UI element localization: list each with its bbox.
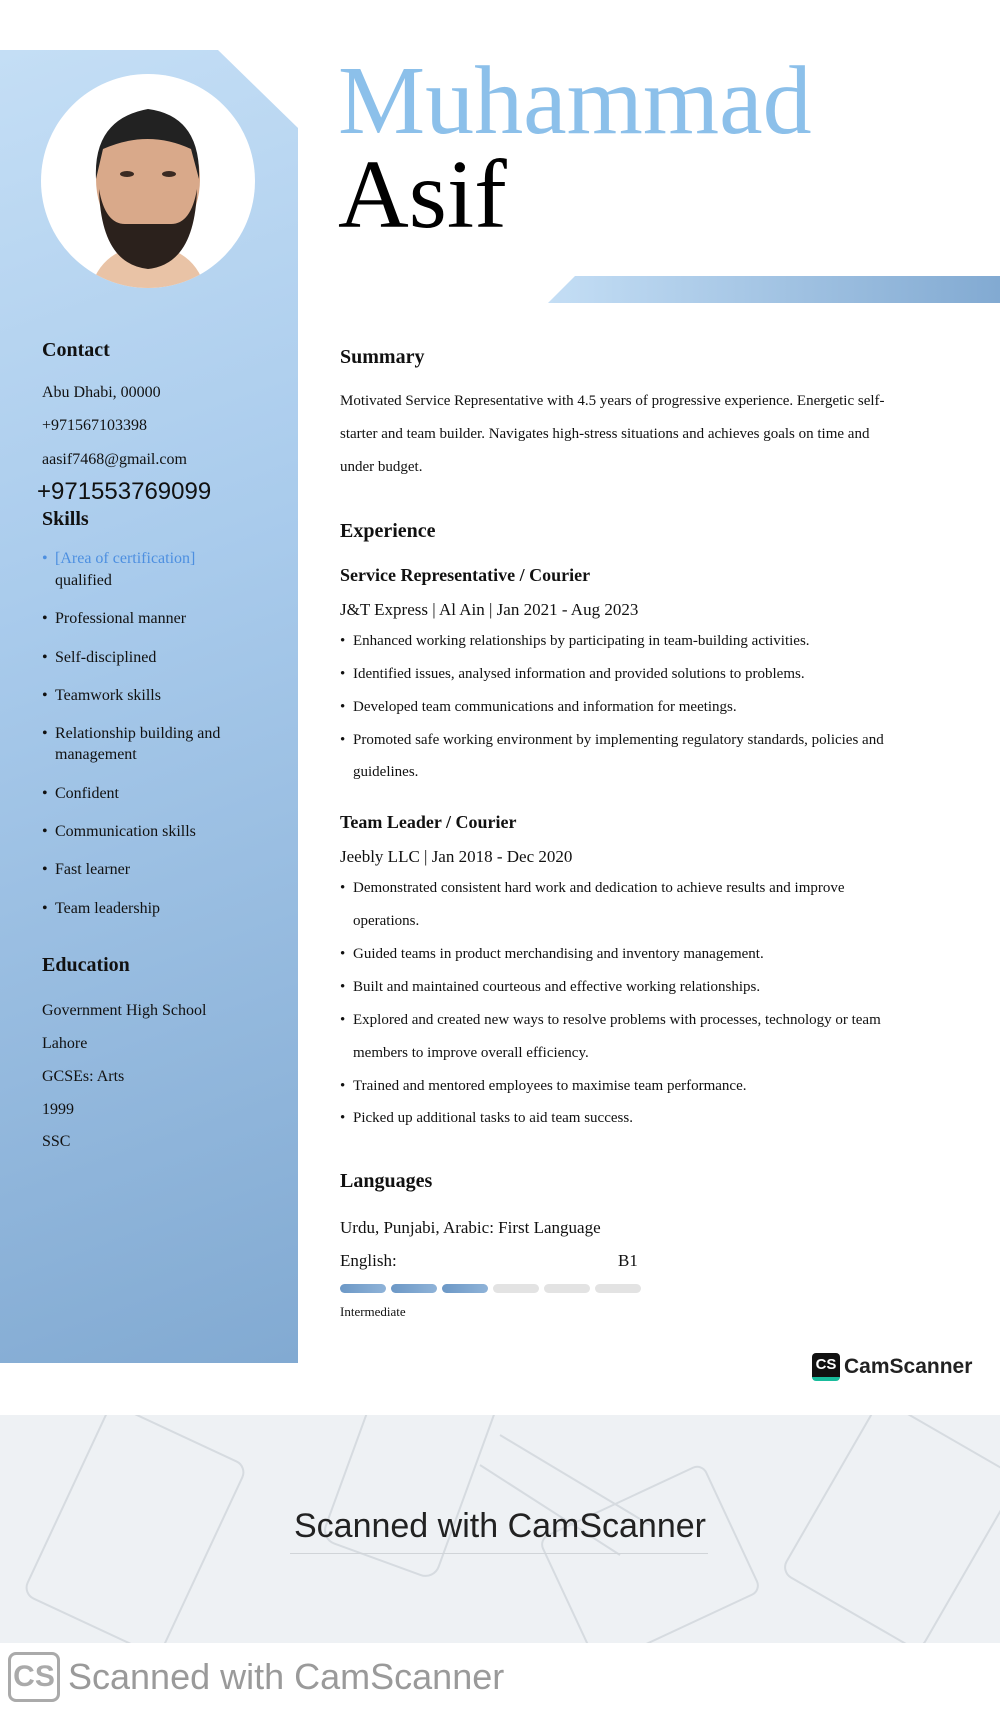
contact-email[interactable]: aasif7468@gmail.com <box>42 451 187 468</box>
skill-item: • Self-disciplined <box>55 649 156 667</box>
job-bullet: • Developed team communications and information for meetings. <box>353 699 737 716</box>
proficiency-segment-empty <box>493 1284 539 1293</box>
skill-item: • Teamwork skills <box>55 687 161 705</box>
job-bullet: • Explored and created new ways to resolve problems with processes, technology or team <box>353 1012 881 1029</box>
proficiency-segment-filled <box>340 1284 386 1293</box>
job-title: Service Representative / Courier <box>340 565 591 585</box>
skill-item: • Fast learner <box>55 861 130 879</box>
job-bullet: • Trained and mentored employees to maximise team performance. <box>353 1078 747 1095</box>
proficiency-segment-filled <box>442 1284 488 1293</box>
first-name: Muhammad <box>338 47 812 155</box>
job-bullet: • Picked up additional tasks to aid team success. <box>353 1110 633 1127</box>
proficiency-segment-empty <box>544 1284 590 1293</box>
summary-line: under budget. <box>340 459 423 475</box>
job-meta: Jeebly LLC | Jan 2018 - Dec 2020 <box>340 847 573 866</box>
job-bullet: • Demonstrated consistent hard work and dedication to achieve results and improve <box>353 880 845 897</box>
last-name: Asif <box>338 141 507 249</box>
camscanner-badge-icon: CS <box>812 1353 840 1381</box>
skill-item: • Confident <box>55 785 119 803</box>
camscanner-logo <box>812 1353 972 1381</box>
job-title: Team Leader / Courier <box>340 812 517 832</box>
job-bullet: • Built and maintained courteous and effective working relationships. <box>353 979 760 996</box>
camscanner-banner <box>0 1415 1000 1643</box>
education-heading: Education <box>42 954 130 976</box>
skill-item: • Professional manner <box>55 610 186 628</box>
contact-phone-2[interactable]: +971553769099 <box>37 478 212 505</box>
job-bullet-cont: operations. <box>353 913 420 929</box>
skill-item: • Team leadership <box>55 900 160 918</box>
job-bullet: • Enhanced working relationships by participating in team-building activities. <box>353 633 810 650</box>
summary-heading: Summary <box>340 346 425 368</box>
job-bullet: • Identified issues, analysed information and provided solutions to problems. <box>353 666 805 683</box>
languages-heading: Languages <box>340 1170 433 1192</box>
education-line: Lahore <box>42 1035 88 1052</box>
skill-item: • Relationship building and <box>55 725 220 743</box>
english-level: B1 <box>618 1251 638 1270</box>
skills-heading: Skills <box>42 508 89 530</box>
native-languages: Urdu, Punjabi, Arabic: First Language <box>340 1218 601 1237</box>
proficiency-segment-empty <box>595 1284 641 1293</box>
camscanner-footer-text: Scanned with CamScanner <box>68 1656 505 1697</box>
camscanner-footer-icon: CS <box>8 1652 60 1702</box>
skill-cert-placeholder: • [Area of certification] <box>55 550 195 568</box>
contact-address: Abu Dhabi, 00000 <box>42 384 161 401</box>
job-bullet: • Guided teams in product merchandising and inventory management. <box>353 946 764 963</box>
proficiency-segment-filled <box>391 1284 437 1293</box>
english-label: English: <box>340 1251 397 1270</box>
job-meta: J&T Express | Al Ain | Jan 2021 - Aug 2023 <box>340 600 639 619</box>
job-bullet-cont: guidelines. <box>353 764 419 780</box>
camscanner-banner-text: Scanned with CamScanner <box>293 1507 706 1545</box>
contact-heading: Contact <box>42 339 110 361</box>
camscanner-footer <box>8 1652 504 1702</box>
english-desc: Intermediate <box>340 1304 406 1319</box>
contact-phone[interactable]: +971567103398 <box>42 417 148 434</box>
job-bullet-cont: members to improve overall efficiency. <box>353 1045 589 1061</box>
education-line: 1999 <box>42 1101 74 1118</box>
education-line: Government High School <box>42 1002 207 1019</box>
header-accent-bar <box>548 276 1000 303</box>
summary-line: starter and team builder. Navigates high-stress situations and achieves goals on time and <box>340 426 870 442</box>
skill-cert-suffix: qualified <box>55 572 112 589</box>
banner-divider <box>290 1553 708 1554</box>
skill-item-cont: management <box>55 746 137 763</box>
job-bullet: • Promoted safe working environment by implementing regulatory standards, policies and <box>353 732 884 749</box>
summary-line: Motivated Service Representative with 4.5 years of progressive experience. Energetic self- <box>340 393 885 409</box>
skill-item: • Communication skills <box>55 823 196 841</box>
education-line: GCSEs: Arts <box>42 1068 125 1085</box>
person-photo-icon <box>41 74 255 288</box>
education-line: SSC <box>42 1133 71 1150</box>
camscanner-logo-text: CamScanner <box>844 1355 973 1378</box>
profile-photo <box>41 74 255 288</box>
experience-heading: Experience <box>340 520 436 542</box>
